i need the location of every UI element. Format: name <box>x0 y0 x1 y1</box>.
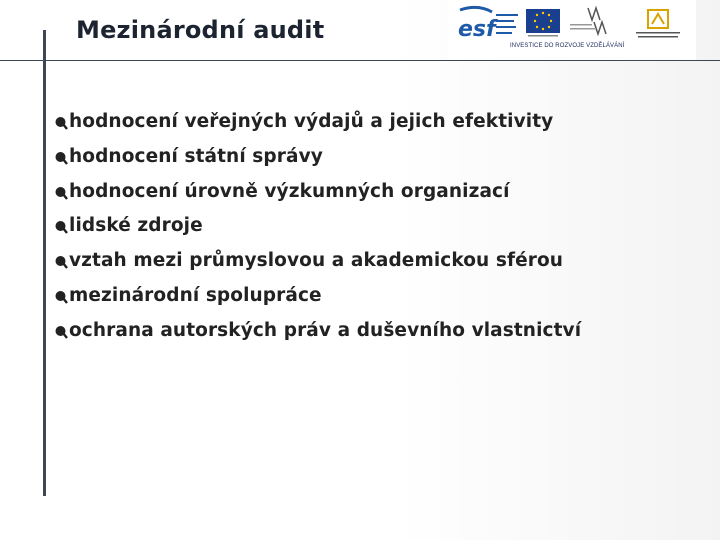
op-vk-logo <box>636 10 680 38</box>
list-item <box>54 249 674 272</box>
q-square-bullet-icon <box>54 217 69 234</box>
list-item <box>54 110 674 133</box>
esf-logo <box>458 7 518 42</box>
bullet-list <box>54 110 674 354</box>
left-accent-bar <box>43 30 46 496</box>
bullet-text: hodnocení veřejných výdajů a jejich efektivity <box>69 111 554 132</box>
logo-caption: INVESTICE DO ROZVOJE VZDĚLÁVÁNÍ <box>510 43 625 49</box>
list-item <box>54 180 674 203</box>
bullet-text: mezinárodní spolupráce <box>69 284 322 306</box>
list-item <box>54 284 674 307</box>
q-square-bullet-icon <box>54 322 69 339</box>
eu-flag <box>526 9 560 37</box>
list-item <box>54 319 674 342</box>
header-divider <box>0 60 720 61</box>
q-square-bullet-icon <box>54 287 69 304</box>
q-square-bullet-icon <box>54 148 69 165</box>
bullet-text: hodnocení úrovně výzkumných organizací <box>69 180 510 202</box>
bullet-text: hodnocení státní správy <box>69 145 323 167</box>
funding-logos-icon <box>448 0 696 44</box>
list-item <box>54 214 674 237</box>
msmt-logo <box>570 8 606 34</box>
q-square-bullet-icon <box>54 113 69 130</box>
bullet-text: ochrana autorských práv a duševního vlastnictví <box>69 319 582 341</box>
slide-title: Mezinárodní audit <box>76 16 325 44</box>
bullet-text: vztah mezi průmyslovou a akademickou sférou <box>69 250 564 272</box>
eu-funding-logo-strip <box>448 0 696 60</box>
q-square-bullet-icon <box>54 183 69 200</box>
svg-text:esf: esf <box>458 17 496 42</box>
q-square-bullet-icon <box>54 252 69 269</box>
list-item <box>54 145 674 168</box>
bullet-text: lidské zdroje <box>69 215 203 237</box>
